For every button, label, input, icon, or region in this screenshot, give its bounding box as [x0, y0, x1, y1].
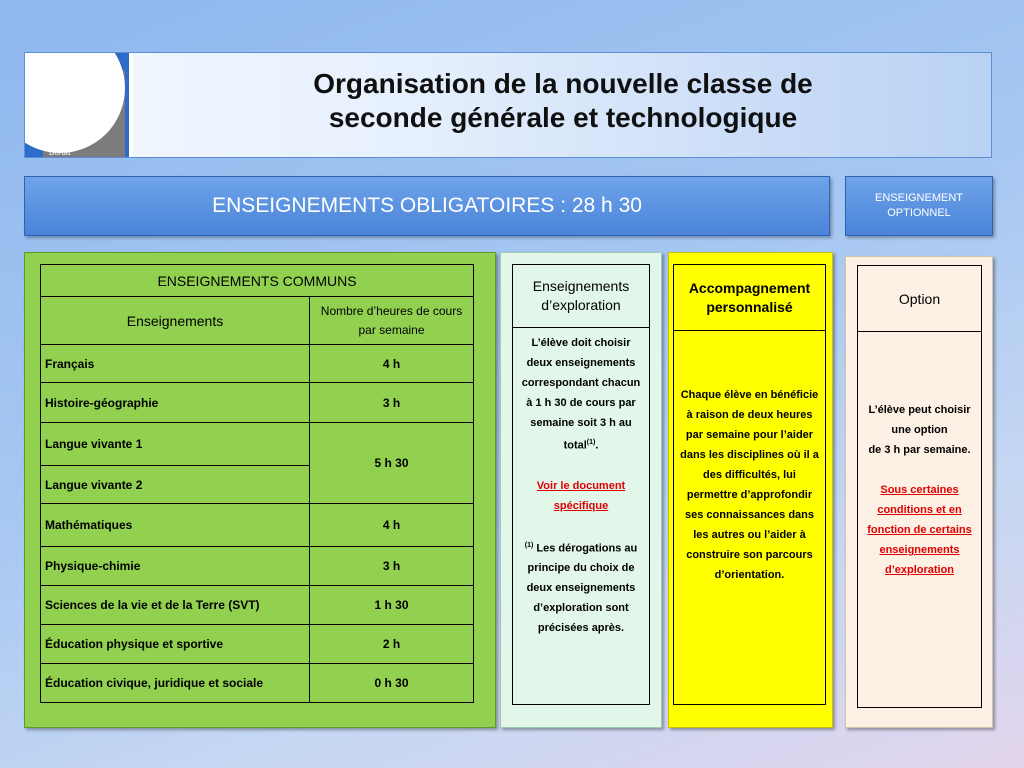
logo-text-3: et technologique: [49, 127, 101, 134]
column-header-subject: Enseignements: [41, 297, 310, 345]
exploration-title: Enseignements d’exploration: [513, 265, 649, 328]
option-title: Option: [858, 266, 981, 332]
header: [24, 52, 992, 158]
logo-text-4: de: [49, 140, 58, 149]
title-line-2: seconde générale et technologique: [328, 102, 798, 133]
accompaniment-body: Chaque élève en bénéficie à raison de deux heures par semaine pour l’aider dans les disciplines où il a des difficultés, lui permettre d’approfondir ses connaissances dans les autres ou l’aider à construire son parcours d’orientation.: [680, 389, 819, 581]
option-panel: [845, 256, 993, 728]
subject-cell: Langue vivante 2: [41, 466, 310, 504]
school-logo: [25, 53, 129, 157]
subject-cell: Éducation physique et sportive: [41, 625, 310, 664]
subject-cell: Langue vivante 1: [41, 423, 310, 466]
logo-text-5: Borda: [49, 148, 71, 157]
exploration-body: [513, 328, 649, 638]
table-row: [41, 504, 474, 547]
option-conditions-link[interactable]: Sous certaines conditions et en fonction de certains enseignements d’exploration: [867, 484, 972, 576]
exploration-text: L’élève doit choisir deux enseignements correspondant chacun à 1 h 30 de cours par semaine soit 3 h au total: [521, 337, 641, 452]
hours-cell: 5 h 30: [310, 423, 474, 504]
optional-banner-line-1: ENSEIGNEMENT: [874, 192, 963, 204]
table-row: [41, 586, 474, 625]
accompaniment-panel: [668, 252, 833, 728]
exploration-box: [512, 264, 650, 705]
exploration-footnote: [519, 536, 643, 639]
hours-cell: 4 h: [310, 345, 474, 383]
table-row: [41, 547, 474, 586]
title-line-1: Organisation de la nouvelle classe de: [313, 68, 813, 99]
subject-cell: Histoire-géographie: [41, 383, 310, 423]
footnote-text: Les dérogations au principe du choix de deux enseignements d’exploration sont précisées après.: [526, 542, 638, 635]
logo-text-2: d'enseignement général: [53, 67, 115, 122]
table-row: [41, 423, 474, 466]
table-row: [41, 345, 474, 383]
option-text-2: de 3 h par semaine.: [868, 444, 971, 456]
hours-cell: 3 h: [310, 547, 474, 586]
logo-text-1: Lycée: [45, 58, 67, 67]
mandatory-banner: ENSEIGNEMENTS OBLIGATOIRES : 28 h 30: [24, 176, 830, 236]
common-courses-table: [40, 264, 474, 703]
optional-banner: [845, 176, 993, 236]
option-body: [858, 332, 981, 580]
optional-banner-line-2: OPTIONNEL: [887, 207, 951, 219]
footnote-marker: (1): [524, 541, 534, 549]
subject-cell: Mathématiques: [41, 504, 310, 547]
subject-cell: Éducation civique, juridique et sociale: [41, 664, 310, 703]
hours-cell: 4 h: [310, 504, 474, 547]
common-courses-panel: [24, 252, 496, 728]
table-row: [41, 664, 474, 703]
accompaniment-title: Accompagnement personnalisé: [674, 265, 825, 331]
subject-cell: Sciences de la vie et de la Terre (SVT): [41, 586, 310, 625]
option-box: [857, 265, 982, 708]
table-row: [41, 625, 474, 664]
accompaniment-box: [673, 264, 826, 705]
footnote-marker: (1): [586, 439, 596, 446]
subject-cell: Physique-chimie: [41, 547, 310, 586]
subject-cell: Français: [41, 345, 310, 383]
hours-cell: 3 h: [310, 383, 474, 423]
exploration-document-link[interactable]: Voir le document spécifique: [536, 479, 626, 512]
exploration-period: .: [595, 439, 599, 452]
hours-cell: 0 h 30: [310, 664, 474, 703]
exploration-panel: [500, 252, 662, 728]
common-courses-title: ENSEIGNEMENTS COMMUNS: [41, 265, 474, 297]
column-header-hours: Nombre d’heures de cours par semaine: [310, 297, 474, 345]
option-text-1: L’élève peut choisir une option: [868, 404, 971, 436]
table-row: [41, 383, 474, 423]
hours-cell: 2 h: [310, 625, 474, 664]
page-title: [135, 67, 991, 135]
hours-cell: 1 h 30: [310, 586, 474, 625]
